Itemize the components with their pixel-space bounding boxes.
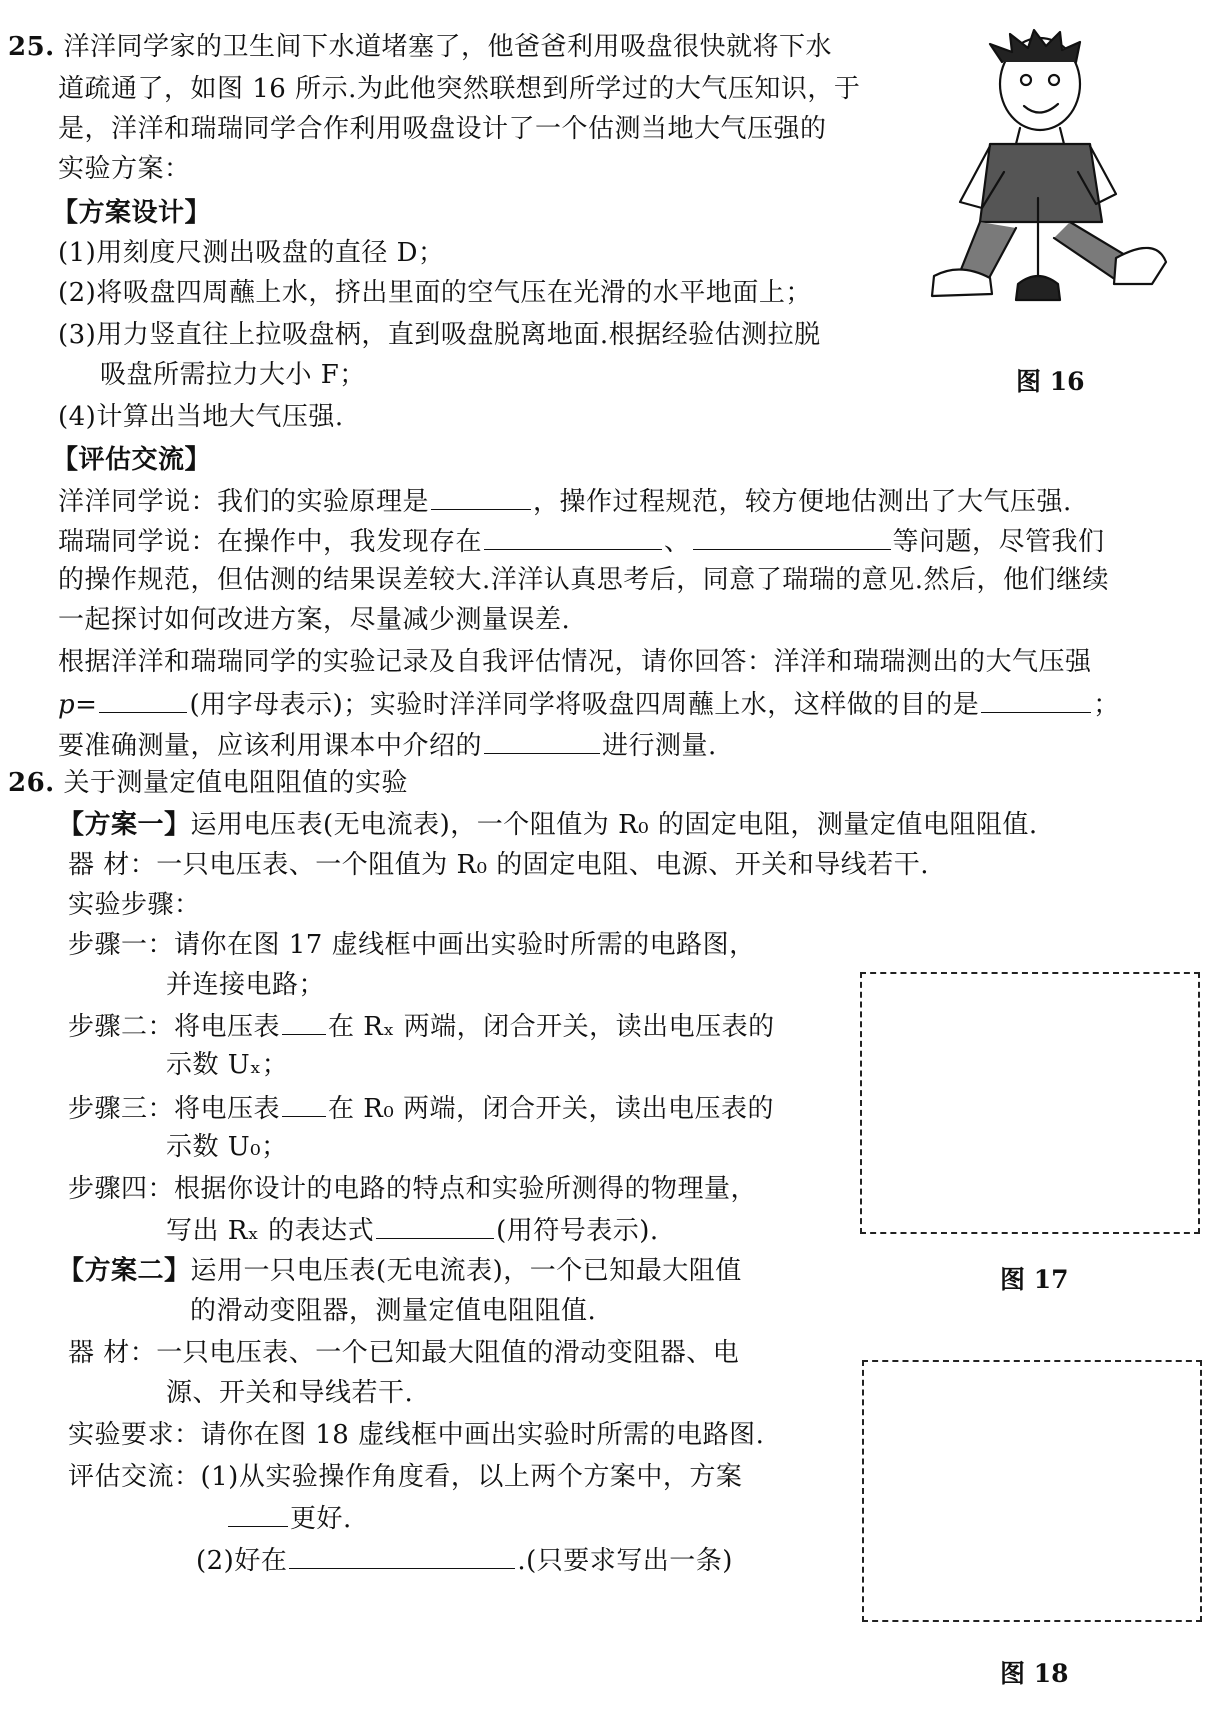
q25-intro-line-3: 是，洋洋和瑞瑞同学合作利用吸盘设计了一个估测当地大气压强的 xyxy=(58,114,827,144)
q26-eval-2 xyxy=(196,1542,733,1578)
q26-steps-label: 实验步骤： xyxy=(68,890,201,920)
q26-plan2-equipment-1: 器 材：一只电压表、一个已知最大阻值的滑动变阻器、电 xyxy=(68,1338,740,1368)
q25-rr-line-3: 一起探讨如何改进方案，尽量减少测量误差. xyxy=(58,605,571,635)
q26-step-3-blank[interactable] xyxy=(282,1090,326,1117)
q26-plan1-equipment: 器 材：一只电压表、一个阻值为 R₀ 的固定电阻、电源、开关和导线若干. xyxy=(68,850,930,880)
q26-title-line xyxy=(8,766,408,800)
q26-step-1: 步骤一：请你在图 17 虚线框中画出实验时所需的电路图， xyxy=(68,930,756,960)
q25-ask-line-3 xyxy=(58,727,717,763)
fig16-caption: 图 16 xyxy=(1016,367,1085,396)
q25-rr-line-2: 的操作规范，但估测的结果误差较大.洋洋认真思考后，同意了瑞瑞的意见.然后，他们继续 xyxy=(58,565,1110,595)
q26-step-1-cont: 并连接电路； xyxy=(166,970,326,1000)
q25-ask-text-2a: (用字母表示)；实验时洋洋同学将吸盘四周蘸上水，这样做的目的是 xyxy=(189,690,980,720)
q25-p-label: p= xyxy=(58,690,98,720)
q26-plan1-desc: 运用电压表(无电流表)，一个阻值为 R₀ 的固定电阻，测量定值电阻阻值. xyxy=(190,810,1038,840)
q26-eval-2-post: .(只要求写出一条) xyxy=(517,1546,733,1576)
fig18-drawing-box[interactable] xyxy=(862,1360,1202,1622)
q25-yy-text-b: ，操作过程规范，较方便地估测出了大气压强. xyxy=(533,487,1072,517)
q25-intro-line-4: 实验方案： xyxy=(58,154,191,184)
q25-pressure-blank[interactable] xyxy=(99,686,187,713)
q25-issue-blank-1[interactable] xyxy=(484,523,662,550)
boy-plunger-drawing xyxy=(920,22,1180,332)
q25-design-heading: 【方案设计】 xyxy=(52,198,212,228)
q25-ask-line-2 xyxy=(58,686,1120,722)
fig17-caption: 图 17 xyxy=(1000,1265,1069,1294)
q26-step-3-cont: 示数 U₀； xyxy=(166,1132,288,1162)
q26-plan2-line-1 xyxy=(58,1254,742,1288)
q26-step-3 xyxy=(68,1090,774,1126)
q26-eval-1b: 更好. xyxy=(290,1504,352,1534)
q26-step-4-post: (用符号表示). xyxy=(496,1216,659,1246)
q26-requirement: 实验要求：请你在图 18 虚线框中画出实验时所需的电路图. xyxy=(68,1420,765,1450)
q26-step-3-pre: 步骤三：将电压表 xyxy=(68,1094,281,1124)
q25-intro-line-1 xyxy=(8,30,832,64)
q26-step-4: 步骤四：根据你设计的电路的特点和实验所测得的物理量， xyxy=(68,1174,758,1204)
q25-step-4: (4)计算出当地大气压强. xyxy=(58,402,344,432)
q26-plan1-line xyxy=(58,808,1038,842)
q26-eval-2-pre: (2)好在 xyxy=(196,1546,288,1576)
q26-plan2-equipment-2: 源、开关和导线若干. xyxy=(166,1378,414,1408)
q25-purpose-blank[interactable] xyxy=(981,686,1091,713)
q26-number: 26. xyxy=(8,768,55,798)
q26-step-3-post: 在 R₀ 两端，闭合开关，读出电压表的 xyxy=(328,1094,775,1124)
q25-rr-sep: 、 xyxy=(664,527,691,557)
q26-plan2-desc-1: 运用一只电压表(无电流表)，一个已知最大阻值 xyxy=(190,1256,742,1286)
fig17-drawing-box[interactable] xyxy=(860,972,1200,1234)
q26-step-2 xyxy=(68,1008,775,1044)
q25-yy-text-a: 洋洋同学说：我们的实验原理是 xyxy=(58,487,430,517)
q25-number: 25. xyxy=(8,32,55,62)
q25-eval-heading: 【评估交流】 xyxy=(52,445,212,475)
q25-principle-blank[interactable] xyxy=(431,483,531,510)
q25-ask-text-2b: ； xyxy=(1093,690,1120,720)
q25-step-1: (1)用刻度尺测出吸盘的直径 D； xyxy=(58,238,445,268)
q26-plan-choice-blank[interactable] xyxy=(228,1500,288,1527)
q26-step-2-post: 在 Rₓ 两端，闭合开关，读出电压表的 xyxy=(328,1012,775,1042)
fig18-caption: 图 18 xyxy=(1000,1659,1069,1688)
q26-step-2-cont: 示数 Uₓ； xyxy=(166,1050,289,1080)
q25-rr-text-a: 瑞瑞同学说：在操作中，我发现存在 xyxy=(58,527,483,557)
q25-rr-line xyxy=(58,523,1105,559)
q26-eval-1-cont xyxy=(226,1500,352,1536)
q26-step-4-cont xyxy=(166,1212,659,1248)
q25-intro-text-1: 洋洋同学家的卫生间下水道堵塞了，他爸爸利用吸盘很快就将下水 xyxy=(63,32,833,62)
q26-step-4-pre: 写出 Rₓ 的表达式 xyxy=(166,1216,375,1246)
q25-intro-line-2: 道疏通了，如图 16 所示.为此他突然联想到所学过的大气压知识，于 xyxy=(58,74,861,104)
q25-ask-text-3a: 要准确测量，应该利用课本中介绍的 xyxy=(58,731,483,761)
fig16-illustration xyxy=(920,22,1180,332)
q26-rx-expression-blank[interactable] xyxy=(376,1212,494,1239)
q25-ask-line-1: 根据洋洋和瑞瑞同学的实验记录及自我评估情况，请你回答：洋洋和瑞瑞测出的大气压强 xyxy=(58,647,1092,677)
q26-step-2-blank[interactable] xyxy=(282,1008,326,1035)
q26-plan2-desc-2: 的滑动变阻器，测量定值电阻阻值. xyxy=(190,1296,597,1326)
q25-rr-text-b: 等问题，尽管我们 xyxy=(892,527,1105,557)
q25-ask-text-3b: 进行测量. xyxy=(602,731,717,761)
q26-title: 关于测量定值电阻阻值的实验 xyxy=(63,768,409,798)
q26-reason-blank[interactable] xyxy=(289,1542,515,1569)
q26-eval-1: 评估交流：(1)从实验操作角度看，以上两个方案中，方案 xyxy=(68,1462,743,1492)
q26-plan1-heading: 【方案一】 xyxy=(58,810,191,840)
q26-plan2-heading: 【方案二】 xyxy=(58,1256,191,1286)
q25-step-3-cont: 吸盘所需拉力大小 F； xyxy=(100,360,366,390)
q26-step-2-pre: 步骤二：将电压表 xyxy=(68,1012,281,1042)
q25-step-2: (2)将吸盘四周蘸上水，挤出里面的空气压在光滑的水平地面上； xyxy=(58,278,812,308)
q25-step-3: (3)用力竖直往上拉吸盘柄，直到吸盘脱离地面.根据经验估测拉脱 xyxy=(58,320,821,350)
q25-issue-blank-2[interactable] xyxy=(693,523,891,550)
q25-instrument-blank[interactable] xyxy=(484,727,600,754)
q25-yy-line xyxy=(58,483,1072,519)
